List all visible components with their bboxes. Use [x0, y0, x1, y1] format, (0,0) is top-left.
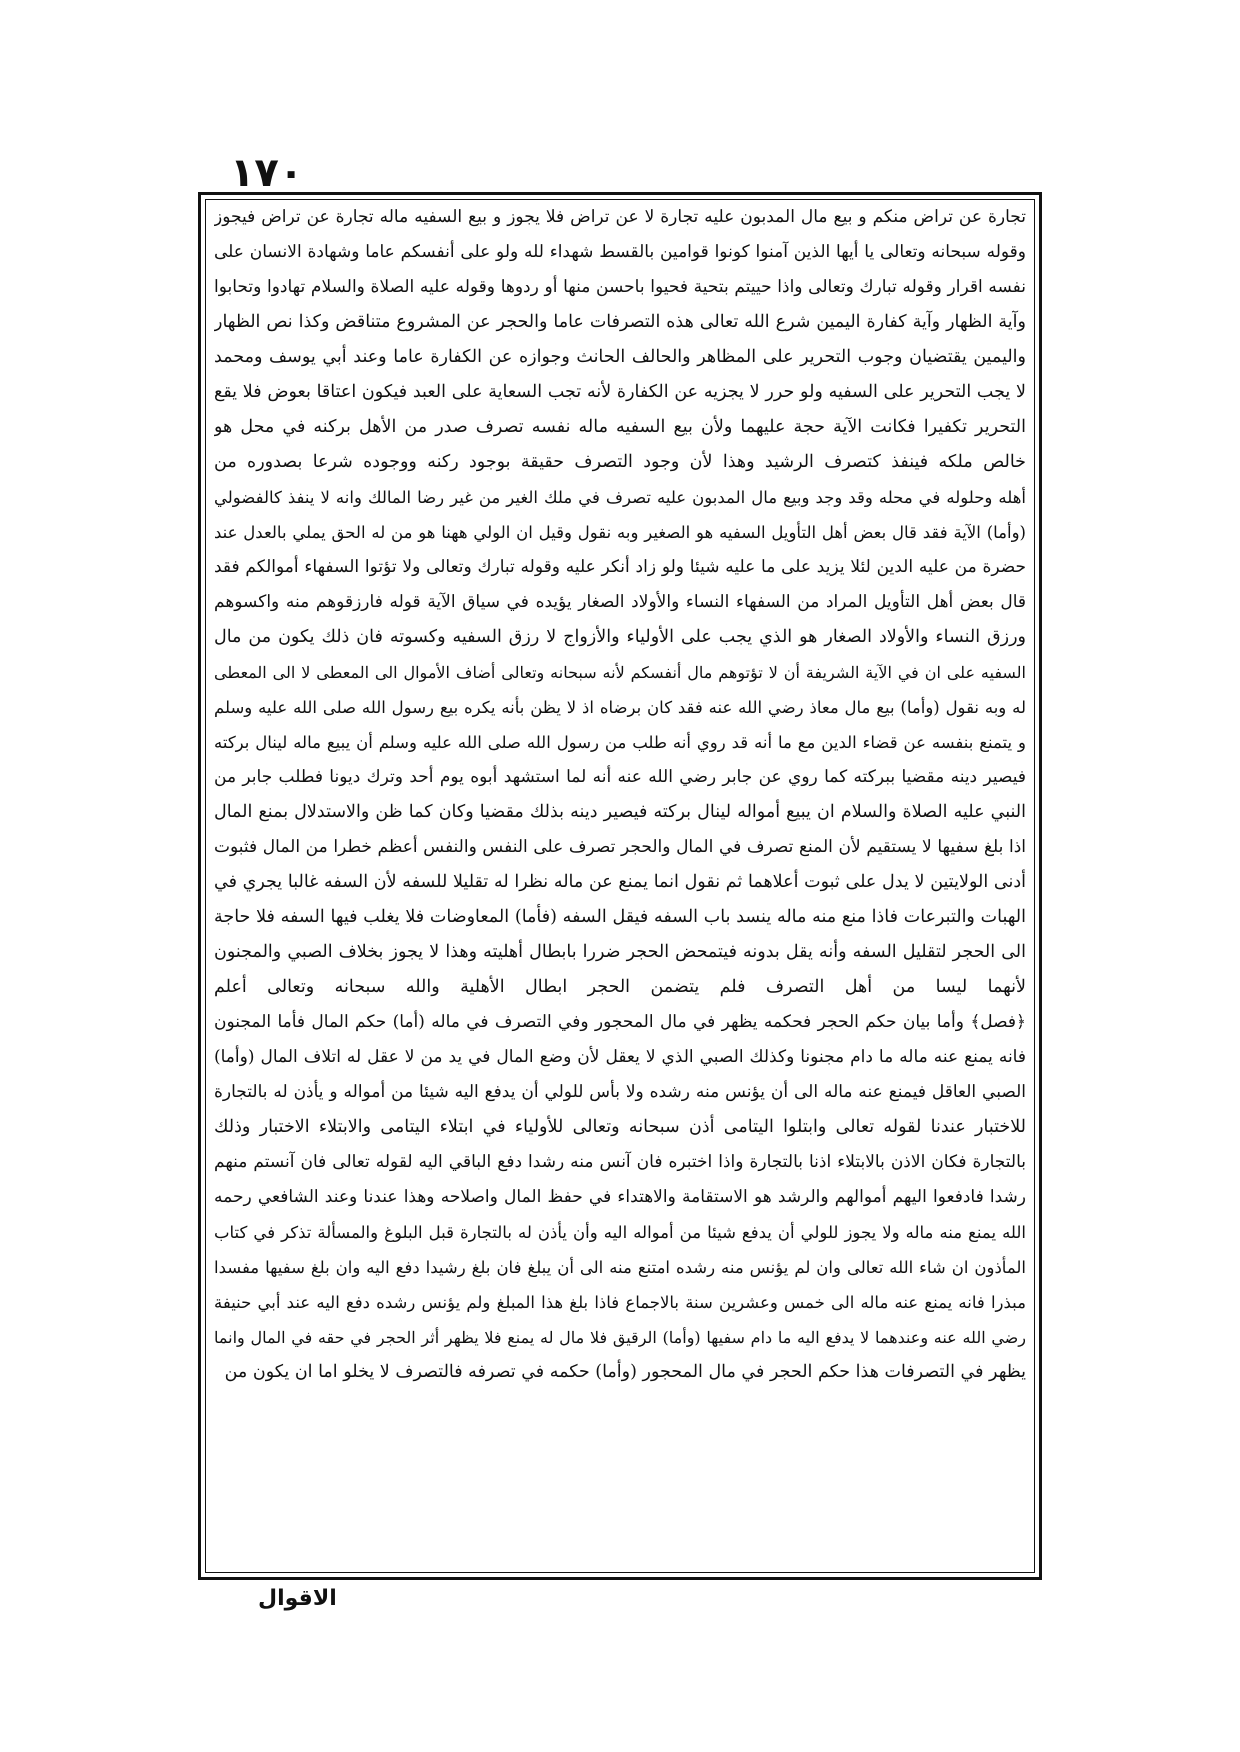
text-line: للاختبار عندنا لقوله تعالى وابتلوا اليتامى أذن سبحانه وتعالى للأولياء في ابتلاء اليتامى والابتلاء الاختبار وذلك	[214, 1117, 1026, 1137]
text-line: لا يجب التحرير على السفيه ولو حرر لا يجزيه عن الكفارة لأنه تجب السعاية على العبد فيكون اعتاقا بعوض فلا يقع	[214, 382, 1026, 402]
text-line: و يتمنع بنفسه عن قضاء الدين مع ما أنه قد روي أنه طلب من رسول الله صلى الله عليه وسلم أن يبيع ماله لينال بركته	[214, 733, 1026, 752]
text-line: لأنهما ليسا من أهل التصرف فلم يتضمن الحجر ابطال الأهلية والله سبحانه وتعالى أعلم	[214, 977, 1026, 997]
text-line: ورزق النساء والأولاد الصغار هو الذي يجب على الأولياء والأزواج لا رزق السفيه وكسوته فان ذلك يكون من مال	[214, 627, 1026, 647]
text-line: رضي الله عنه وعندهما لا يدفع اليه ما دام سفيها (وأما) الرقيق فلا مال له يمنع فلا يظهر أثر الحجر في حقه في المال وانما	[214, 1328, 1026, 1347]
text-line: وقوله سبحانه وتعالى يا أيها الذين آمنوا كونوا قوامين بالقسط شهداء لله ولو على أنفسكم عاما وشهادة الانسان على	[214, 242, 1026, 262]
text-line: فانه يمنع عنه ماله ما دام مجنونا وكذلك الصبي الذي لا يعقل لأن وضع المال في يد من لا عقل له اتلاف المال (وأما)	[214, 1047, 1026, 1067]
text-line: المأذون ان شاء الله تعالى وان لم يؤنس منه رشده امتنع منه الى أن يبلغ فان بلغ رشيدا دفع اليه وان بلغ سفيها مفسدا	[214, 1258, 1026, 1277]
text-line: (وأما) الآية فقد قال بعض أهل التأويل السفيه هو الصغير وبه نقول وقيل ان الولي ههنا هو من له الحق يملي بالعدل عند	[214, 523, 1026, 542]
text-line: الى الحجر لتقليل السفه وأنه يقل بدونه فيتمحض الحجر ضررا بابطال أهليته وهذا لا يجوز بخلاف الصبي والمجنون	[214, 942, 1026, 962]
text-line: حضرة من عليه الدين لئلا يزيد على ما عليه شيئا ولو زاد أنكر عليه وقوله تبارك وتعالى ولا تؤتوا السفهاء أموالكم فقد	[214, 557, 1026, 577]
text-line: خالص ملكه فينفذ كتصرف الرشيد وهذا لأن وجود التصرف حقيقة بوجود ركنه ووجوده شرعا بصدوره من	[214, 452, 1026, 472]
text-line: رشدا فادفعوا اليهم أموالهم والرشد هو الاستقامة والاهتداء في حفظ المال واصلاحه وهذا عندنا وعند الشافعي رحمه	[214, 1187, 1026, 1207]
text-line: واليمين يقتضيان وجوب التحرير على المظاهر والحالف الحانث وجوازه عن الكفارة عاما وعند أبي يوسف ومحمد	[214, 347, 1026, 367]
text-line: مبذرا فانه يمنع عنه ماله الى خمس وعشرين سنة بالاجماع فاذا بلغ هذا المبلغ ولم يؤنس رشده دفع اليه عند أبي حنيفة	[214, 1293, 1026, 1312]
text-line: أهله وحلوله في محله وقد وجد وبيع مال المدبون عليه تصرف في ملك الغير من غير رضا المالك وانه لا ينفذ كالفضولي	[214, 488, 1026, 507]
text-line: يظهر في التصرفات هذا حكم الحجر في مال المحجور (وأما) حكمه في تصرفه فالتصرف لا يخلو اما ان يكون من	[224, 1362, 1026, 1382]
text-line: الله يمنع منه ماله ولا يجوز للولي أن يدفع شيئا من أمواله اليه وأن يأذن له بالتجارة قبل البلوغ والمسألة تذكر في كتاب	[214, 1223, 1026, 1242]
body-text	[214, 200, 1026, 1572]
text-line: التحرير تكفيرا فكانت الآية حجة عليهما ولأن بيع السفيه ماله نفسه تصرف صدر من الأهل بركنه في محل هو	[214, 417, 1026, 437]
text-line: ﴿فصل﴾ وأما بيان حكم الحجر فحكمه يظهر في مال المحجور وفي التصرف في ماله (أما) حكم المال فأما المجنون	[214, 1012, 1026, 1032]
text-line: السفيه على ان في الآية الشريفة أن لا تؤتوهم مال أنفسكم لأنه سبحانه وتعالى أضاف الأموال الى المعطى لا الى المعطى	[214, 663, 1026, 682]
text-line: له وبه نقول (وأما) بيع مال معاذ رضي الله عنه فقد كان برضاه اذ لا يظن بأنه يكره بيع رسول الله صلى الله عليه وسلم	[214, 698, 1026, 717]
text-line: بالتجارة فكان الاذن بالابتلاء اذنا بالتجارة واذا اختبره فان آنس منه رشدا دفع الباقي اليه لقوله تعالى فان آنستم منهم	[214, 1152, 1026, 1172]
catchword: الاقوال	[258, 1586, 337, 1611]
text-line: فيصير دينه مقضيا ببركته كما روي عن جابر رضي الله عنه أنه لما استشهد أبوه يوم أحد وترك ديونا فطلب جابر من	[214, 767, 1026, 787]
text-line: اذا بلغ سفيها لا يستقيم لأن المنع تصرف في المال والحجر تصرف على النفس والنفس أعظم خطرا من المال فثبوت	[214, 837, 1026, 857]
text-line: أدنى الولايتين لا يدل على ثبوت أعلاهما ثم نقول انما يمنع عن ماله نظرا له تقليلا للسفه لأن السفه غالبا يجري في	[214, 872, 1026, 892]
text-line: النبي عليه الصلاة والسلام ان يبيع أمواله لينال بركته فيصير دينه بذلك مقضيا وكان كما ظن والاستدلال بمنع المال	[214, 802, 1026, 822]
text-line: وآية الظهار وآية كفارة اليمين شرع الله تعالى هذه التصرفات عاما والحجر عن المشروع متناقض وكذا نص الظهار	[214, 312, 1026, 332]
text-line: تجارة عن تراض منكم و بيع مال المدبون عليه تجارة لا عن تراض فلا يجوز و بيع السفيه ماله تجارة عن تراض فيجوز	[214, 207, 1026, 227]
text-line: قال بعض أهل التأويل المراد من السفهاء النساء والأولاد الصغار يؤيده في سياق الآية قوله فارزقوهم منه واكسوهم	[214, 592, 1026, 612]
page-number: ١٧٠	[230, 150, 304, 196]
text-line: الهبات والتبرعات فاذا منع منه ماله ينسد باب السفه فيقل السفه (فأما) المعاوضات فلا يغلب فيها السفه فلا حاجة	[214, 907, 1026, 927]
text-line: الصبي العاقل فيمنع عنه ماله الى أن يؤنس منه رشده ولا بأس للولي أن يدفع اليه شيئا من أمواله و يأذن له بالتجارة	[214, 1082, 1026, 1102]
text-line: نفسه اقرار وقوله تبارك وتعالى واذا حييتم بتحية فحيوا باحسن منها أو ردوها وقوله عليه الصلاة والسلام تهادوا وتحابوا	[214, 277, 1026, 297]
